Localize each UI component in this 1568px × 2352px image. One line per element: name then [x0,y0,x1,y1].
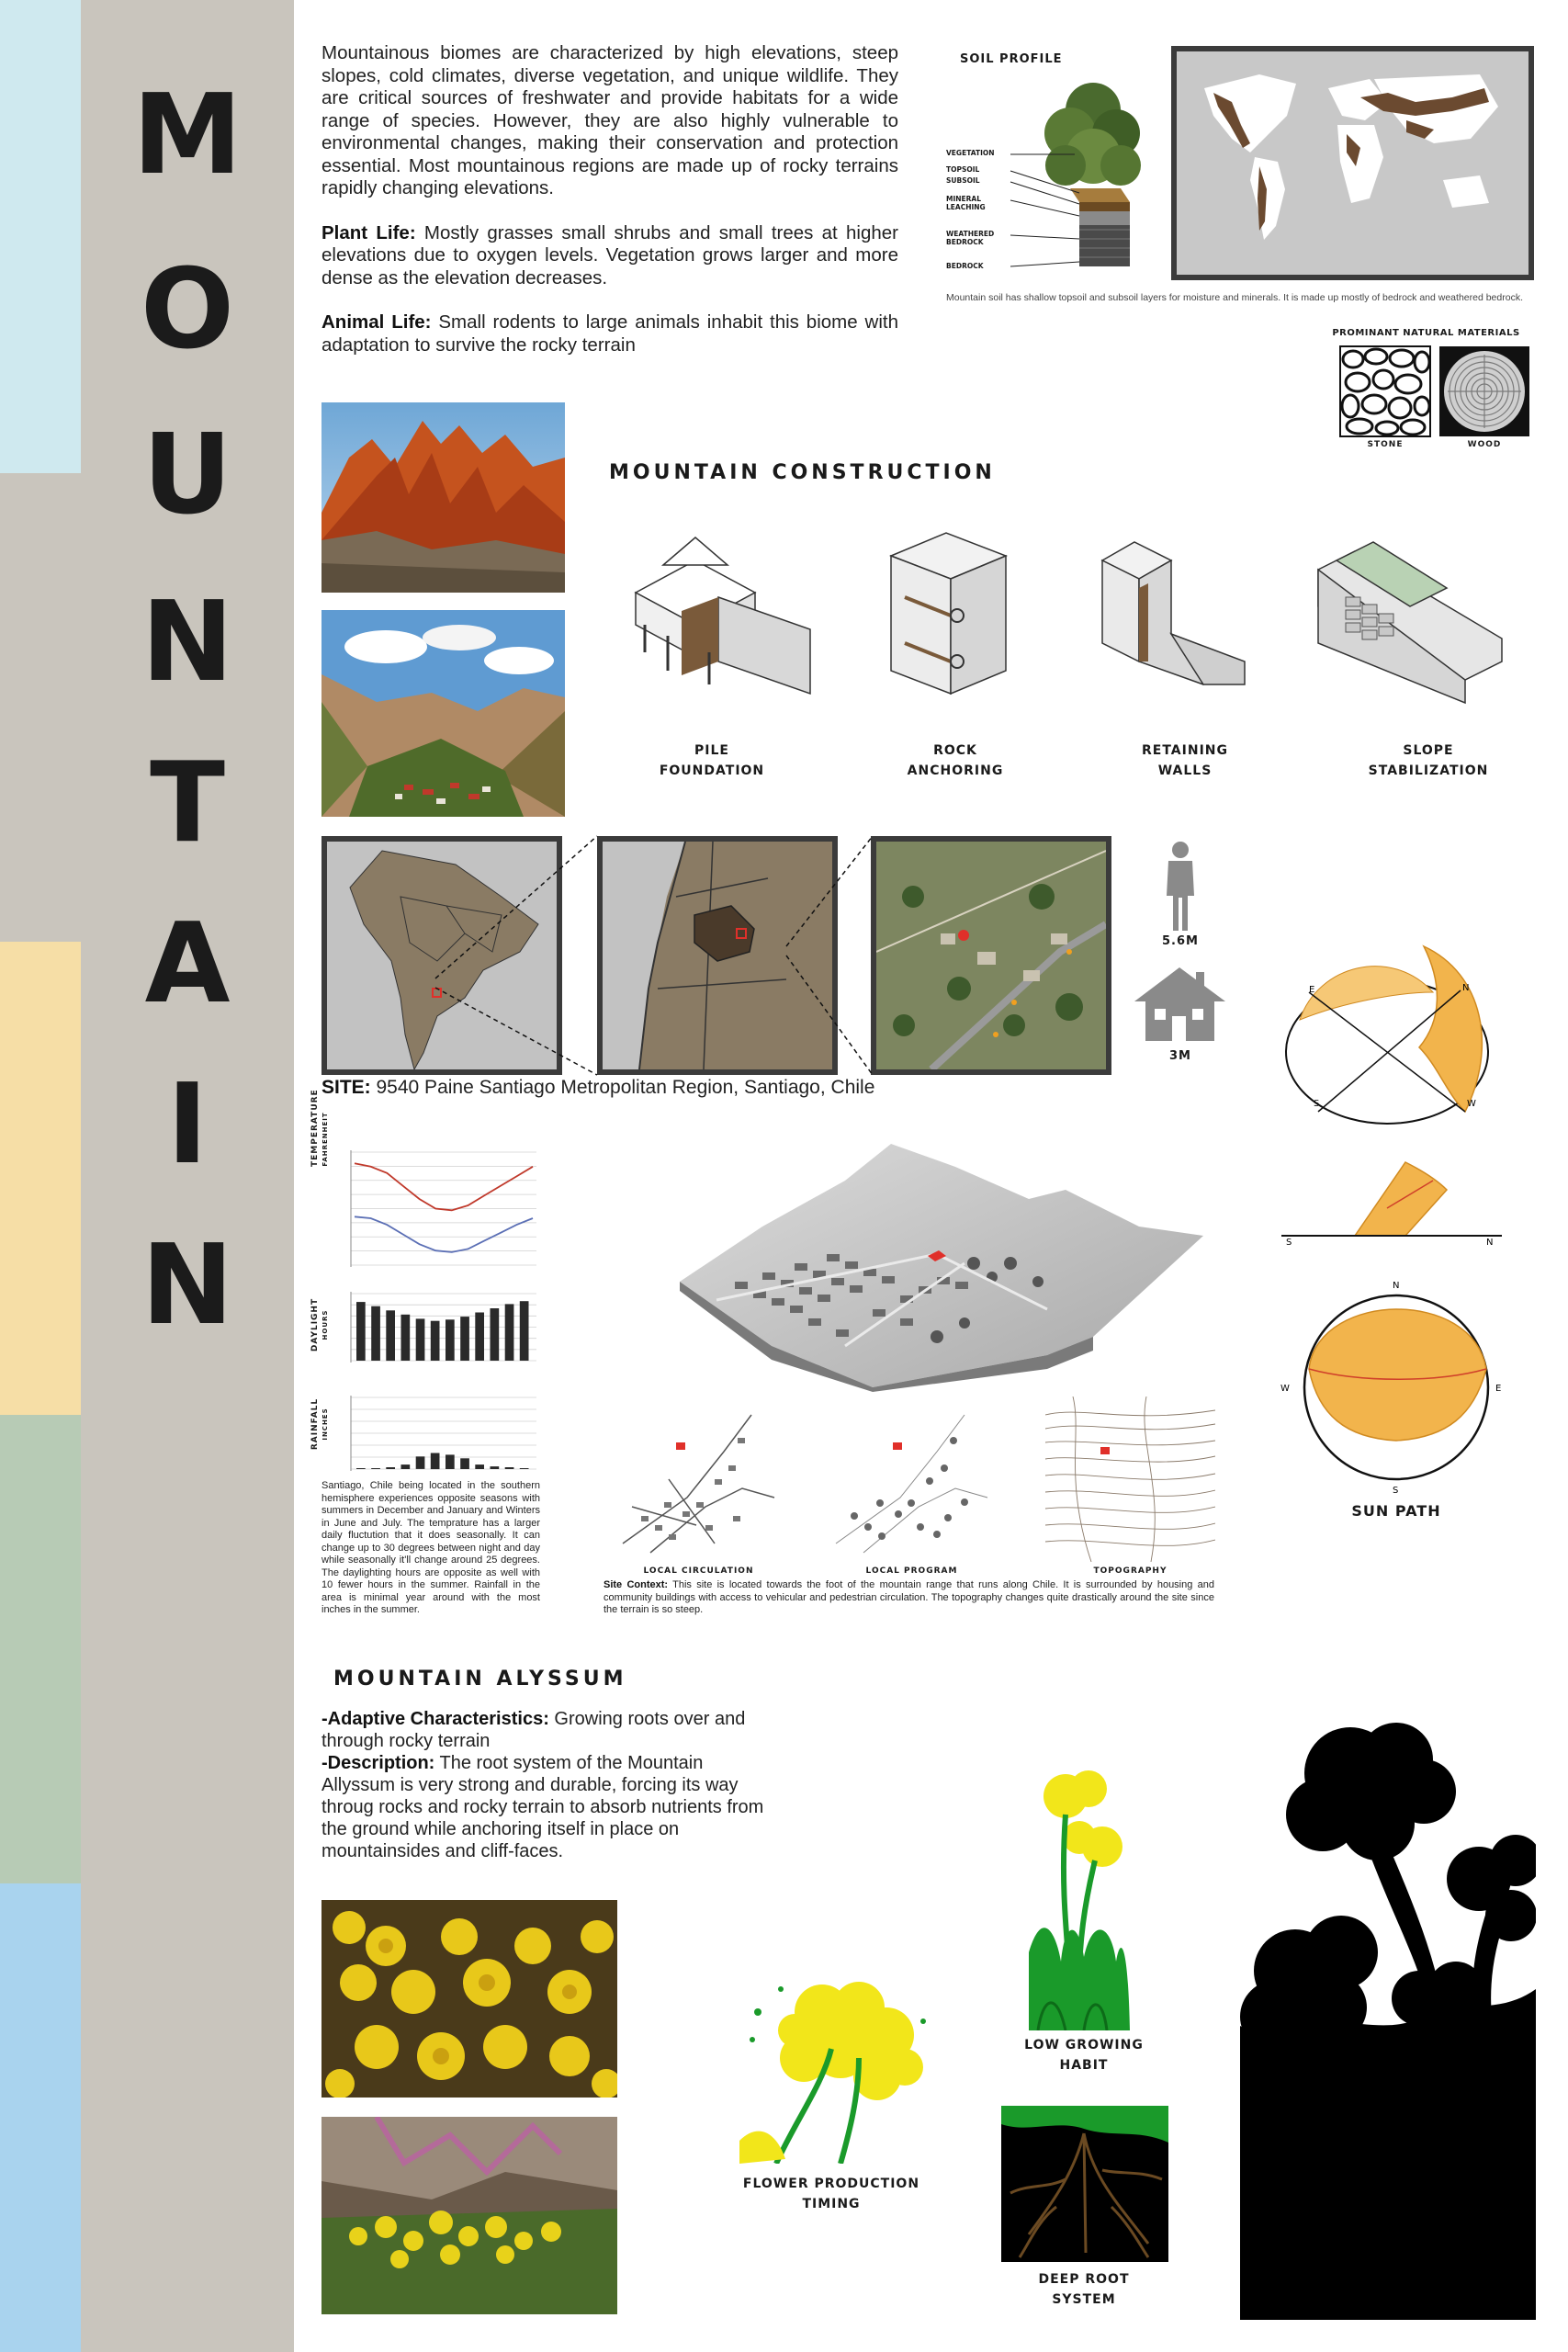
house-scale-icon [1132,963,1228,1041]
alyssum-silhouette [1240,1723,1536,2320]
alyssum-photo-closeup [321,1900,617,2098]
wood-texture [1438,345,1530,437]
construction-label: SLOPE STABILIZATION [1368,743,1489,778]
soil-layer-label: SUBSOIL [946,176,980,185]
title-letter: T [150,740,225,867]
rainfall-bar [371,1468,380,1469]
site-diagram-label: LOCAL PROGRAM [865,1566,958,1576]
rainfall-bar [356,1468,366,1469]
trait-label: LOW GROWING HABIT [1024,2038,1144,2073]
soil-layer-label: VEGETATION [946,149,995,157]
construction-label: ROCK ANCHORING [907,743,1004,778]
daylight-bar [371,1306,380,1361]
rainfall-bar [505,1467,514,1469]
daylight-chart [347,1288,540,1366]
compass-n: N [1486,1238,1494,1248]
animal-life-label: Animal Life: [321,311,432,333]
compass-n: N [1462,983,1470,993]
retaining-walls-diagram [1098,533,1281,698]
soil-caption: Mountain soil has shallow topsoil and subsoil layers for moisture and minerals. It is made up mostly of bedrock and weathered bedrock. [946,292,1523,303]
stone-texture [1339,345,1431,437]
site-diagram-label: TOPOGRAPHY [1093,1566,1168,1576]
soil-layer-label: TOPSOIL [946,165,980,174]
compass-n: N [1393,1281,1400,1291]
compass-e: E [1495,1384,1502,1394]
rainfall-bar [431,1453,440,1470]
trait-label: DEEP ROOT SYSTEM [1038,2272,1130,2307]
daylight-bar [401,1315,411,1361]
alyssum-title: MOUNTAIN ALYSSUM [333,1668,627,1690]
local-circulation-diagram [614,1396,784,1562]
title-letter: U [142,412,232,539]
rainfall-bar [475,1464,484,1469]
daylight-bar [460,1317,469,1361]
rainfall-bar [386,1467,395,1469]
person-scale-icon [1157,841,1203,933]
title-letter: A [144,900,231,1028]
low-growing-habit-diagram [1029,1769,1130,2030]
house-height-label: 3M [1169,1049,1191,1063]
compass-s: S [1393,1486,1399,1496]
daylight-bar [416,1318,425,1361]
world-mountain-map [1171,46,1534,280]
rainfall-chart [347,1392,540,1475]
temperature-series-line [355,1163,533,1210]
construction-title: MOUNTAIN CONSTRUCTION [609,461,996,484]
soil-layer-label: WEATHERED BEDROCK [946,230,995,246]
soil-layer-label: BEDROCK [946,262,984,270]
material-label: STONE [1367,440,1404,449]
deep-root-system-diagram [1001,2106,1168,2262]
title-letter: O [140,246,234,374]
rainfall-bar [446,1454,455,1469]
pile-foundation-diagram [617,524,829,707]
rainfall-bar [460,1458,469,1469]
slope-stabilization-diagram [1309,533,1511,707]
temperature-chart [347,1147,540,1271]
color-band-gray [0,473,81,942]
material-label: WOOD [1467,440,1502,449]
map-zoom-lines [321,827,891,1084]
daylight-bar [520,1301,529,1361]
rainfall-bar [520,1468,529,1469]
daylight-bar [446,1319,455,1361]
color-band-top [0,0,81,473]
person-height-label: 5.6M [1162,934,1199,948]
mountain-photo-red-peaks [321,402,565,593]
daylight-bar [356,1302,366,1361]
temperature-axis-label: TEMPERATURE FAHRENHEIT [310,1089,329,1167]
rainfall-axis-label: RAINFALL INCHES [310,1397,329,1451]
compass-e: E [1309,985,1315,995]
compass-w: W [1280,1384,1290,1394]
construction-label: RETAINING WALLS [1142,743,1228,778]
daylight-axis-label: DAYLIGHT HOURS [310,1297,329,1352]
color-band-sage [0,1415,81,1883]
trait-label: FLOWER PRODUCTION TIMING [742,2177,920,2211]
materials-title: PROMINANT NATURAL MATERIALS [1332,328,1520,338]
alyssum-description: -Adaptive Characteristics: Growing roots over and through rocky terrain -Description: The root system of the Mountain Allyssum is very strong and durable, forcing its way throug rocks and rocky terrain to absorb nutrients from the ground while anchoring itself in place on mountainsides and cliff-faces. [321,1709,764,1861]
daylight-bar [491,1308,500,1361]
alyssum-photo-hillside [321,2117,617,2314]
topography-diagram [1045,1396,1215,1562]
title-letter: N [141,1222,234,1350]
rock-anchoring-diagram [882,524,1029,707]
compass-w: W [1467,1099,1476,1109]
compass-s: S [1314,1099,1320,1109]
site-aerial-photo [871,836,1111,1075]
daylight-bar [505,1304,514,1361]
climate-description: Santiago, Chile being located in the southern hemisphere experiences opposite seasons with summers in December and January and Winters in June and July. The temprature has a larger daily fluctution that it does seasonally. It can change up to 30 degrees between night and day while seasonally it'll change around 25 degrees. The daylighting hours are opposite as well with 10 fewer hours in the summer. Rainfall in the area is minimal year around with the most inches in the summer. [321,1480,540,1615]
site-terrain-model [661,1125,1231,1392]
soil-profile-title: SOIL PROFILE [960,52,1063,66]
rainfall-bar [401,1464,411,1469]
rainfall-bar [491,1466,500,1469]
daylight-bar [431,1321,440,1361]
mountain-photo-valley-town [321,610,565,817]
title-letter: M [132,72,243,199]
temperature-series-line [355,1216,533,1252]
construction-label: PILE FOUNDATION [659,743,765,778]
intro-text [321,42,898,356]
sun-path-title: SUN PATH [1351,1502,1441,1520]
daylight-bar [386,1310,395,1361]
sun-path-plan [1277,1277,1516,1498]
plant-life-text: Mostly grasses small shrubs and small trees at higher elevations due to oxygen levels. Vegetation grows larger and more dense as the elevation decreases. [321,221,898,288]
site-diagram-label: LOCAL CIRCULATION [643,1566,754,1576]
color-band-tan [0,942,81,1415]
plant-life-label: Plant Life: [321,221,416,243]
daylight-bar [475,1313,484,1362]
compass-s: S [1286,1238,1292,1248]
animal-life-text: Small rodents to large animals inhabit this biome with adaptation to survive the rocky terrain [321,311,898,356]
intro-paragraph: Mountainous biomes are characterized by high elevations, steep slopes, cold climates, diverse vegetation, and unique wildlife. They are critical sources of freshwater and provide habitats for a wide range of species. However, they are also highly vulnerable to environmental changes, making their conservation and protection essential. Most mountainous regions are made up of rocky terrains rapidly changing elevations. [321,42,898,198]
sun-path-section [1277,1153,1506,1250]
local-program-diagram [827,1396,997,1562]
rainfall-bar [416,1456,425,1469]
site-context-text: Site Context: This site is located towards the foot of the mountain range that runs along Chile. It is surrounded by housing and community buildings with access to vehicular and pedestrian circulation. The topography changes quite drastically around the site since the terrain is so steep. [604,1579,1214,1615]
soil-layer-label: MINERAL LEACHING [946,195,986,211]
flower-production-diagram [739,1975,932,2164]
title-letter: I [166,1061,209,1189]
color-band-blue [0,1883,81,2352]
sun-path-isometric [1281,937,1502,1130]
title-letter: N [141,579,234,707]
site-address: SITE: 9540 Paine Santiago Metropolitan Region, Santiago, Chile [321,1077,875,1098]
